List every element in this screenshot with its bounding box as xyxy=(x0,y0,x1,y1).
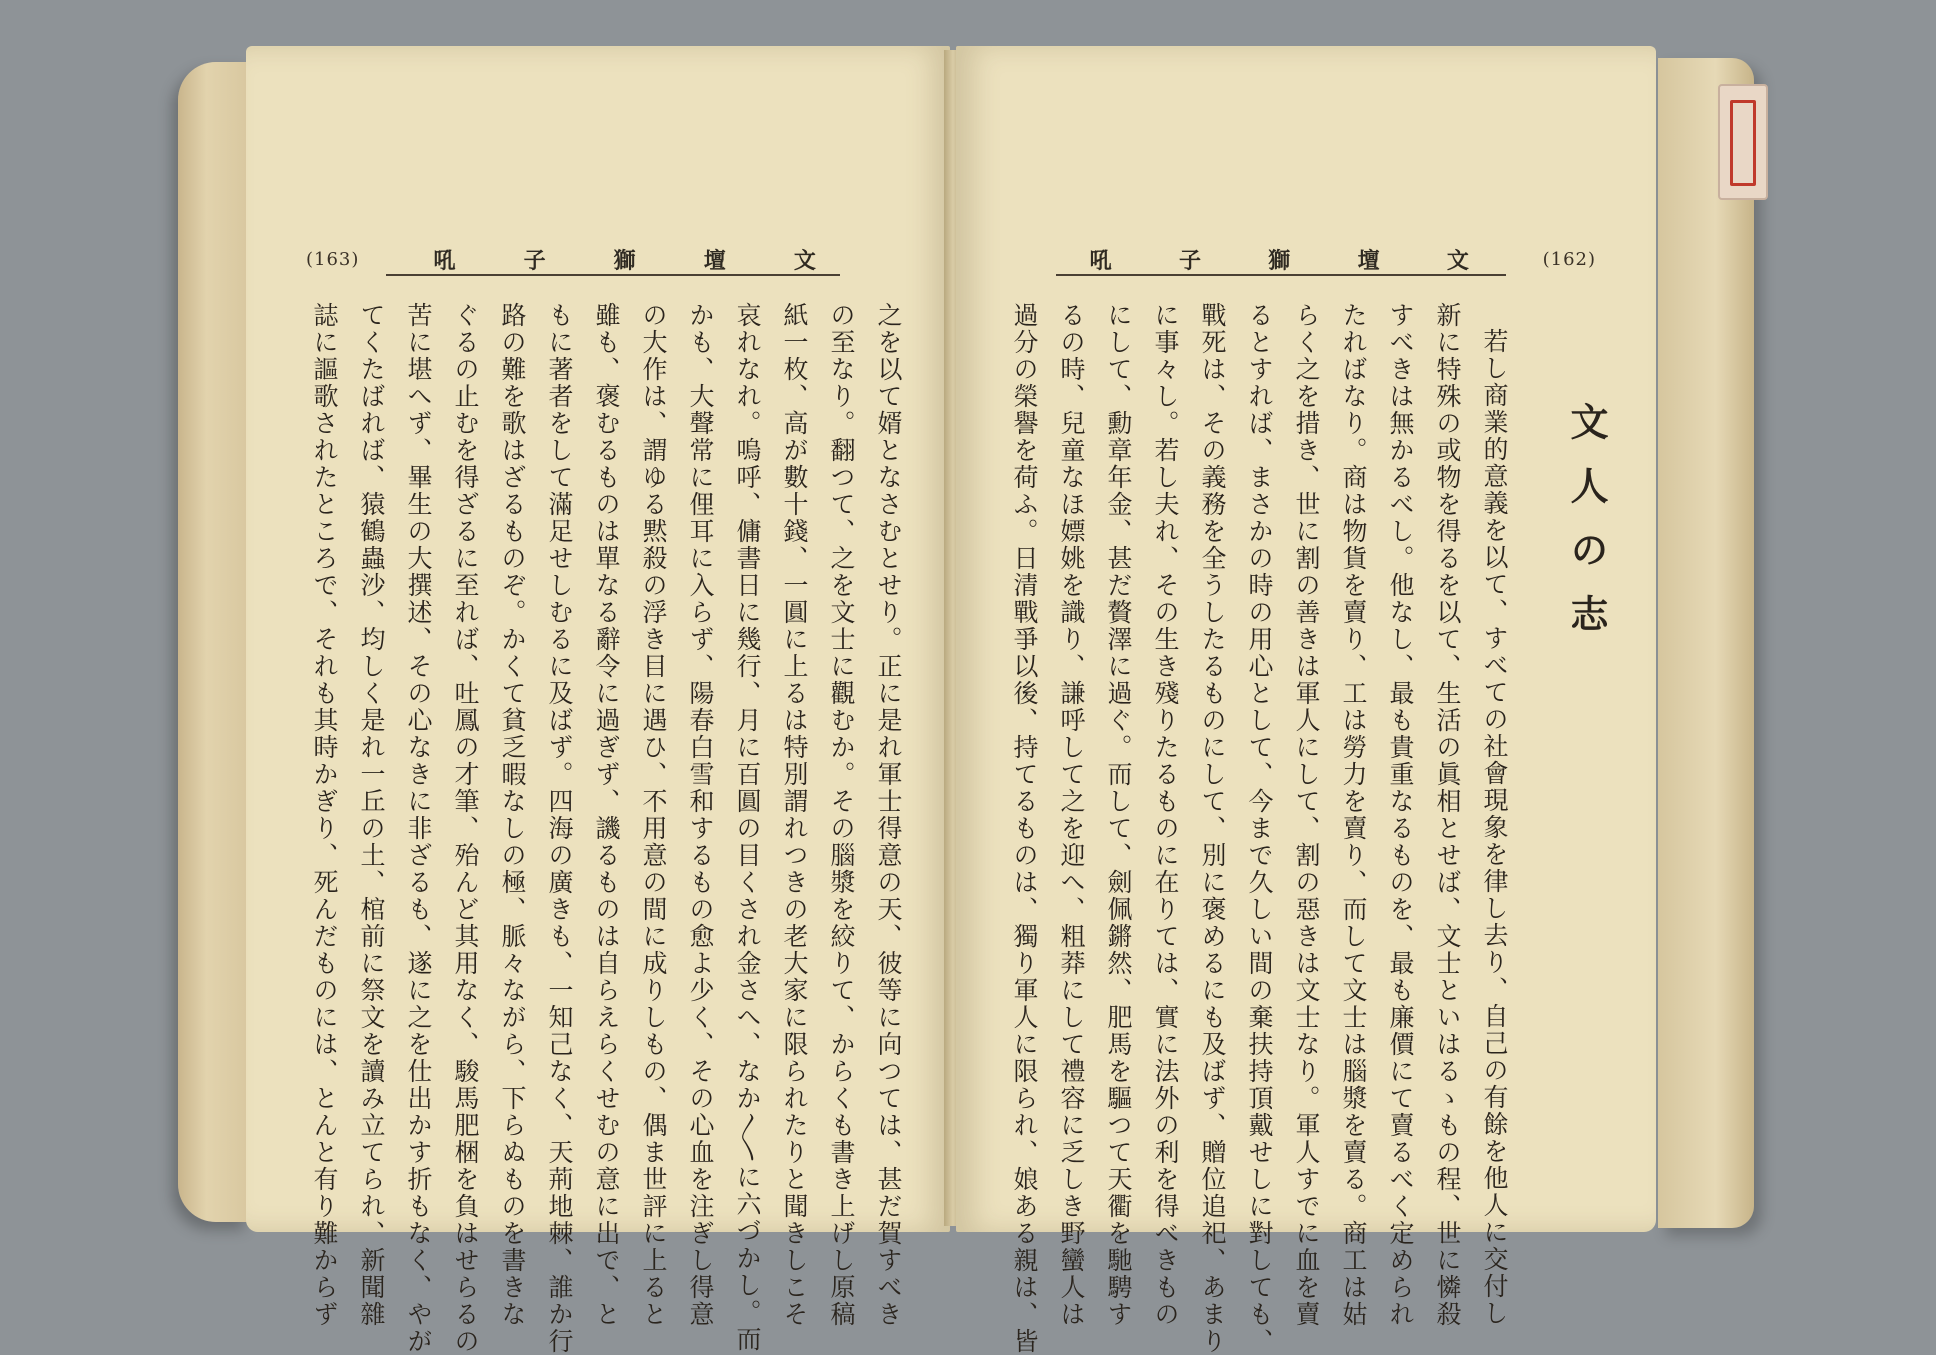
running-title-char: 文 xyxy=(1446,247,1469,274)
text-line: にして、勳章年金、甚だ贅澤に過ぐ。而して、劍佩鏘然、肥馬を驅つて天衢を馳騁す xyxy=(1104,302,1133,1328)
header-rule xyxy=(1056,274,1506,276)
text-line: もに著者をして滿足せしむるに及ばず。四海の廣きも、一知己なく、天荊地棘、誰か行 xyxy=(545,302,574,1355)
text-line: かも、大聲常に俚耳に入らず、陽春白雪和するもの愈よ少く、その心血を注ぎし得意 xyxy=(686,302,715,1328)
text-line: らく之を措き、世に割の善きは軍人にして、割の惡きは文士なり。軍人すでに血を賣 xyxy=(1292,302,1321,1328)
text-line: 路の難を歌はざるものぞ。かくて貧乏暇なしの極、脈々ながら、下らぬものを書きな xyxy=(498,302,527,1328)
running-title xyxy=(359,244,890,275)
left-page-edges xyxy=(178,62,250,1222)
running-title-char: 壇 xyxy=(1357,247,1380,274)
text-line: 苦に堪へず、畢生の大撰述、その心なきに非ざるも、遂に之を仕出かす折もなく、やが xyxy=(404,302,433,1355)
chapter-title: 文人の志 xyxy=(1564,402,1609,658)
running-title-char: 壇 xyxy=(703,247,726,274)
running-title-char: 獅 xyxy=(1268,247,1291,274)
right-page xyxy=(956,46,1656,1355)
right-page-text xyxy=(1010,302,1518,1355)
running-title xyxy=(1016,244,1543,275)
running-title-char: 子 xyxy=(1178,247,1201,274)
text-line: の至なり。翻つて、之を文士に觀むか。その腦漿を絞りて、からくも書き上げし原稿 xyxy=(827,302,856,1328)
left-page xyxy=(246,46,950,1355)
right-header xyxy=(1016,242,1596,276)
text-line: 戰死は、その義務を全うしたるものにして、別に褒めるにも及ばず、贈位追祀、あまり xyxy=(1198,302,1227,1355)
text-line: すべきは無かるべし。他なし、最も貴重なるものを、最も廉價にて賣るべく定められ xyxy=(1386,302,1415,1328)
text-line: に事々し。若し夫れ、その生き殘りたるものに在りては、實に法外の利を得べきもの xyxy=(1151,302,1180,1328)
library-label-tab xyxy=(1718,84,1768,200)
running-title-char: 吼 xyxy=(433,247,456,274)
left-header xyxy=(306,242,890,276)
text-line: 紙一枚、高が數十錢、一圓に上るは特別謂れつきの老大家に限られたりと聞きしこそ xyxy=(780,302,809,1328)
text-line: るの時、兒童なほ嫖姚を識り、謙呼して之を迎へ、粗莽にして禮容に乏しき野蠻人は xyxy=(1057,302,1086,1328)
text-line: 哀れなれ。嗚呼、傭書日に幾行、月に百圓の目くされ金さへ、なか〳〵に六づかし。而 xyxy=(733,302,762,1353)
red-label-box xyxy=(1730,100,1756,186)
text-line: 誌に謳歌されたところで、それも其時かぎり、死んだものには、とんと有り難からず xyxy=(310,302,339,1328)
page-number: (163) xyxy=(306,248,360,270)
left-page-text xyxy=(292,302,912,1355)
running-title-char: 子 xyxy=(523,247,546,274)
text-line: たればなり。商は物貨を賣り、工は勞力を賣り、而して文士は腦漿を賣る。商工は姑 xyxy=(1339,302,1368,1328)
text-line: の大作は、謂ゆる黙殺の浮き目に遇ひ、不用意の間に成りしもの、偶ま世評に上ると xyxy=(639,302,668,1328)
text-line: るとすれば、まさかの時の用心として、今まで久しい間の棄扶持頂戴せしに對しても、 xyxy=(1245,302,1274,1355)
running-title-char: 吼 xyxy=(1089,247,1112,274)
right-page-edges xyxy=(1658,58,1754,1228)
text-line: 若し商業的意義を以て、すべての社會現象を律し去り、自己の有餘を他人に交付し xyxy=(1480,328,1509,1327)
page-number: (162) xyxy=(1542,248,1596,270)
text-line: 過分の榮譽を荷ふ。日清戰爭以後、持てるものは、獨り軍人に限られ、娘ある親は、皆 xyxy=(1010,302,1039,1355)
text-line: 新に特殊の或物を得るを以て、生活の眞相とせば、文士といはるゝもの程、世に憐殺 xyxy=(1433,302,1462,1328)
header-rule xyxy=(386,274,840,276)
running-title-char: 文 xyxy=(793,247,816,274)
text-line: 雖も、褒むるものは單なる辭令に過ぎず、譏るものは自らえらくせむの意に出で、と xyxy=(592,302,621,1328)
text-line: 之を以て婿となさむとせり。正に是れ軍士得意の天、彼等に向つては、甚だ賀すべき xyxy=(874,302,903,1328)
text-line: ぐるの止むを得ざるに至れば、吐鳳の才筆、殆んど其用なく、駿馬肥梱を負はせらるの xyxy=(451,302,480,1355)
text-line: てくたばれば、猿鶴蟲沙、均しく是れ一丘の土、棺前に祭文を讀み立てられ、新聞雜 xyxy=(357,302,386,1328)
running-title-char: 獅 xyxy=(613,247,636,274)
